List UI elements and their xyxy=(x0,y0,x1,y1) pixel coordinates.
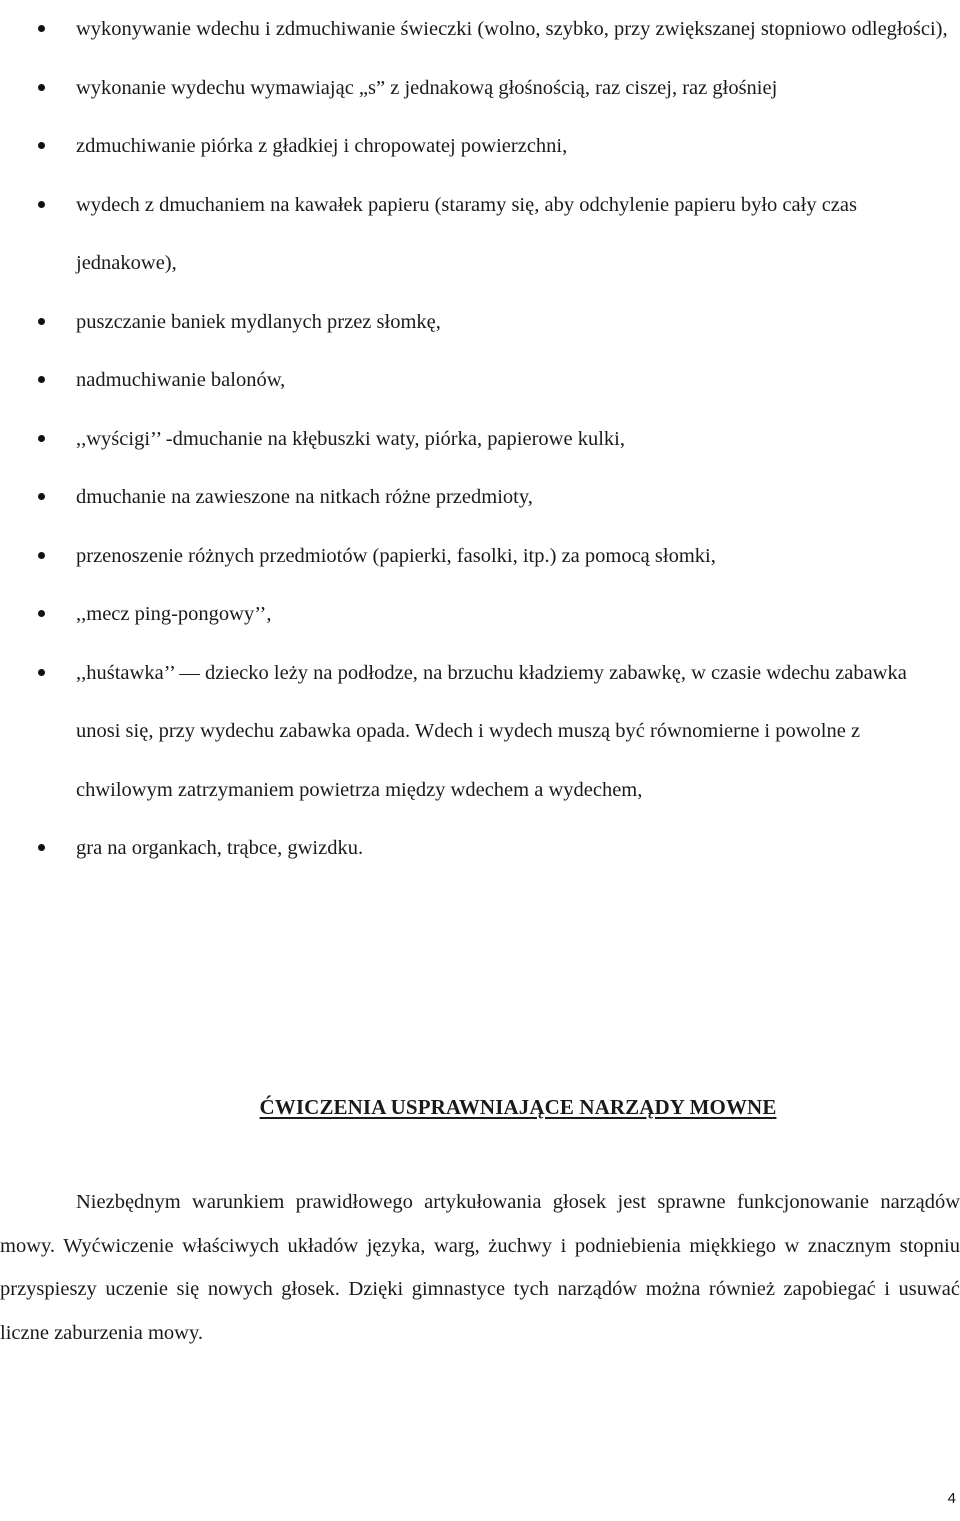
bullet-icon xyxy=(38,142,45,149)
bullet-icon xyxy=(38,25,45,32)
bullet-icon xyxy=(38,493,45,500)
bullet-icon xyxy=(38,318,45,325)
bullet-icon xyxy=(38,201,45,208)
list-item xyxy=(0,644,960,820)
list-item-text: przenoszenie różnych przedmiotów (papierki, fasolki, itp.) za pomocą słomki, xyxy=(76,544,716,567)
list-item-text: ,,wyścigi’’ -dmuchanie na kłębuszki waty, piórka, papierowe kulki, xyxy=(76,427,625,450)
list-item xyxy=(0,819,960,878)
list-item-text: zdmuchiwanie piórka z gładkiej i chropowatej powierzchni, xyxy=(76,135,568,157)
bullet-icon xyxy=(38,552,45,559)
bullet-icon xyxy=(38,844,45,851)
list-item xyxy=(0,293,960,352)
list-item-text: gra na organkach, trąbce, gwizdku. xyxy=(76,837,364,859)
list-item-text: ,,huśtawka’’ — dziecko leży na podłodze, na brzuchu kładziemy zabawkę, w czasie wdechu zabawka unosi się, przy wydechu zabawka opada. Wdech i wydech muszą być równomierne i powolne z chwilowym zatrzymaniem powietrza między wdechem a wydechem, xyxy=(76,661,907,801)
bullet-icon xyxy=(38,610,45,617)
list-item xyxy=(0,585,960,644)
bullet-icon xyxy=(38,435,45,442)
section-heading: ĆWICZENIA USPRAWNIAJĄCE NARZĄDY MOWNE xyxy=(259,1095,777,1119)
list-item-text: ,,mecz ping-pongowy’’, xyxy=(76,603,272,625)
list-item xyxy=(0,0,960,59)
bullet-icon xyxy=(38,84,45,91)
list-item-text: nadmuchiwanie balonów, xyxy=(76,369,286,391)
list-item xyxy=(0,410,960,469)
list-item-text: dmuchanie na zawieszone na nitkach różne przedmioty, xyxy=(76,486,533,508)
list-item xyxy=(0,176,960,293)
list-item-text: wykonywanie wdechu i zdmuchiwanie świeczki (wolno, szybko, przy zwiększanej stopniowo odległości), xyxy=(76,18,948,40)
bullet-icon xyxy=(38,669,45,676)
list-item-text: wykonanie wydechu wymawiając „s” z jednakową głośnością, raz ciszej, raz głośniej xyxy=(76,76,778,99)
list-item-text: wydech z dmuchaniem na kawałek papieru (staramy się, aby odchylenie papieru było cały czas jednakowe), xyxy=(76,193,857,274)
list-item-text: puszczanie baniek mydlanych przez słomkę, xyxy=(76,310,441,333)
list-item xyxy=(0,351,960,410)
list-item xyxy=(0,59,960,118)
page-number: 4 xyxy=(947,1490,956,1507)
list-item xyxy=(0,468,960,527)
list-item xyxy=(0,117,960,176)
body-paragraph: Niezbędnym warunkiem prawidłowego artykułowania głosek jest sprawne funkcjonowanie narządów mowy. Wyćwiczenie właściwych układów języka, warg, żuchwy i podniebienia miękkiego w znacznym stopniu przyspieszy uczenie się nowych głosek. Dzięki gimnastyce tych narządów można również zapobiegać i usuwać liczne zaburzenia mowy. xyxy=(0,1191,960,1345)
bullet-icon xyxy=(38,376,45,383)
list-item xyxy=(0,527,960,586)
